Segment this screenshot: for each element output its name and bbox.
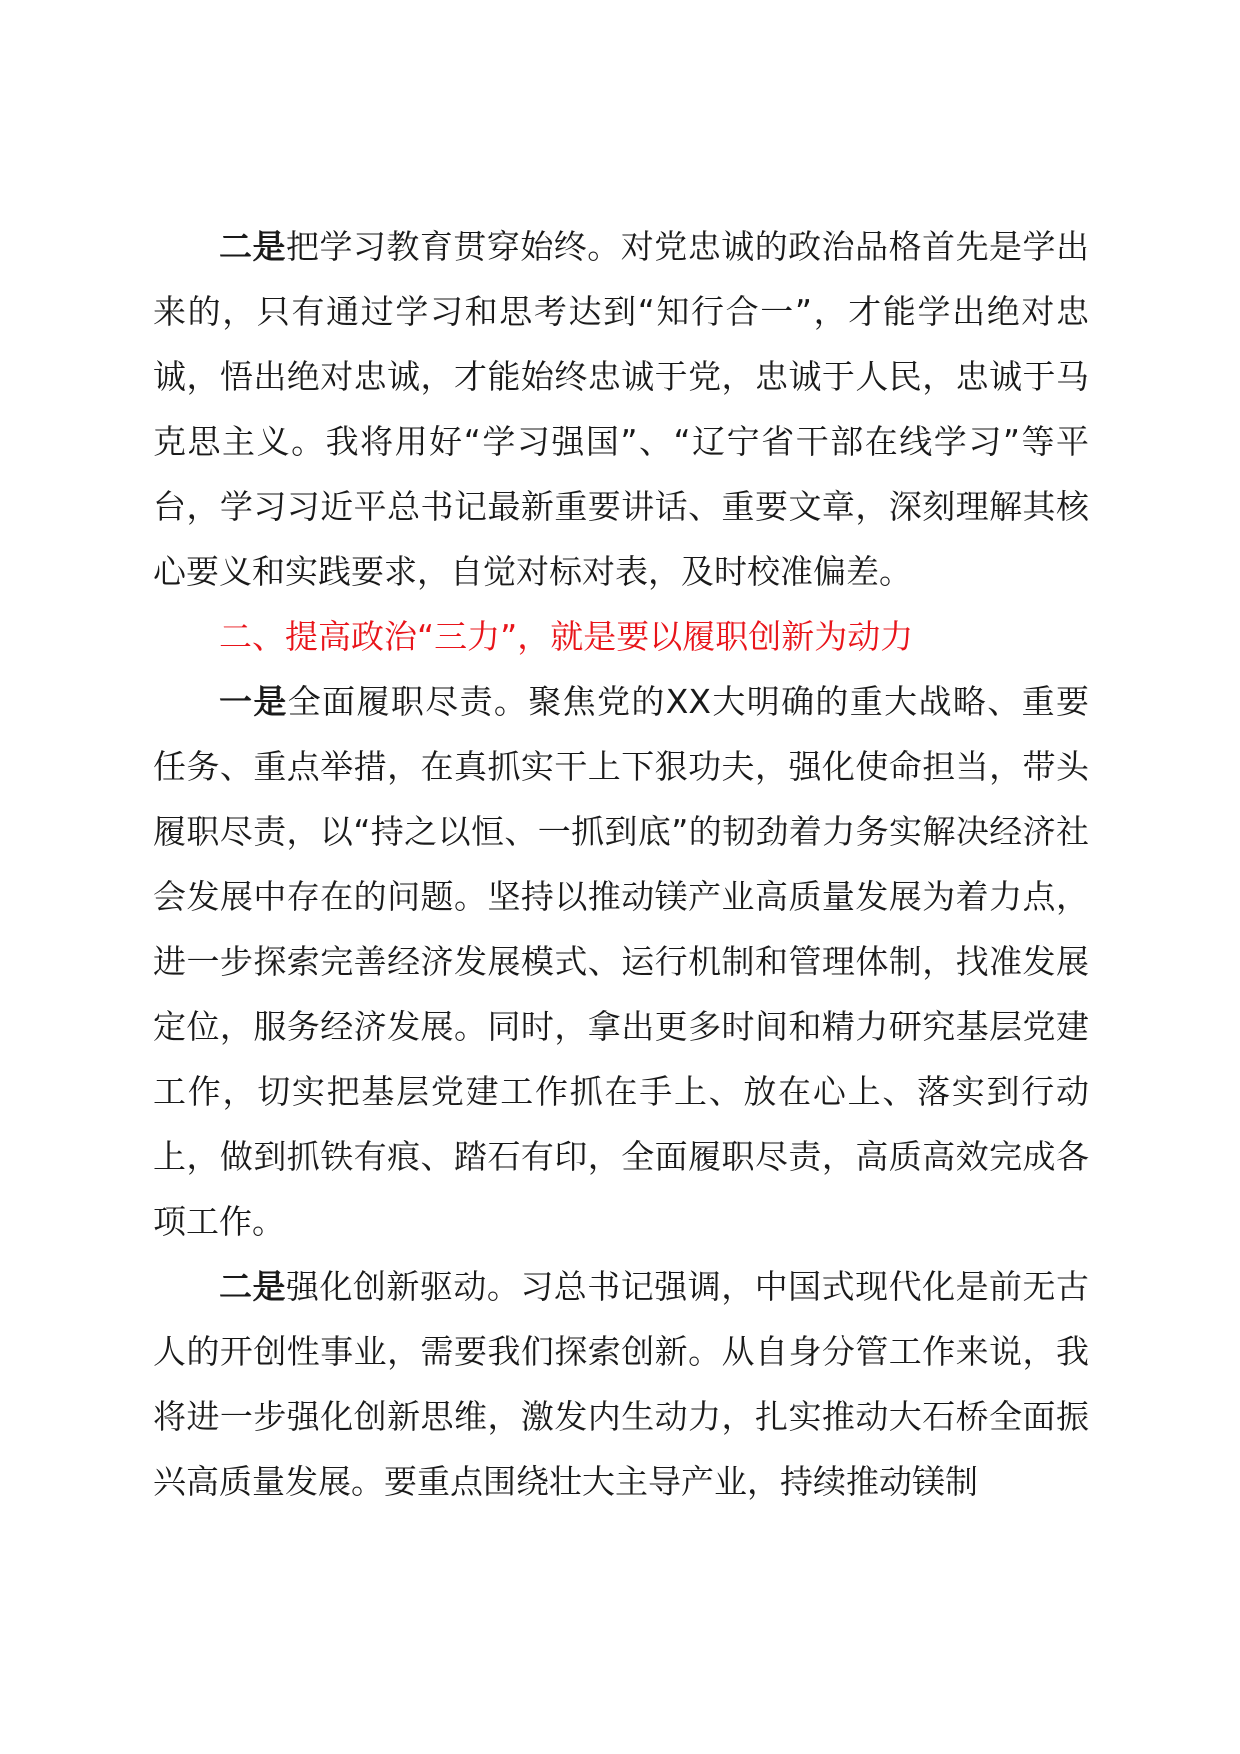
section-heading: 二、提高政治“三力”，就是要以履职创新为动力	[219, 617, 914, 656]
paragraph-lead: 一是	[219, 682, 288, 721]
paragraph-text: 全面履职尽责。聚焦党的XX大明确的重大战略、重要任务、重点举措，在真抓实干上下狠功夫，强化使命担当，带头履职尽责，以“持之以恒、一抓到底”的韧劲着力务实解决经济社会发展中存在的问题。坚持以推动镁产业高质量发展为着力点，进一步探索完善经济发展模式、运行机制和管理体制，找准发展定位，服务经济发展。同时，拿出更多时间和精力研究基层党建工作，切实把基层党建工作抓在手上、放在心上、落实到行动上，做到抓铁有痕、踏石有印，全面履职尽责，高质高效完成各项工作。	[153, 682, 1089, 1241]
paragraph-innovation-drive	[153, 1254, 1089, 1514]
paragraph-lead: 二是	[219, 227, 286, 266]
document-body	[153, 214, 1089, 1514]
paragraph-perform-duties	[153, 669, 1089, 1254]
paragraph-text: 强化创新驱动。习总书记强调，中国式现代化是前无古人的开创性事业，需要我们探索创新。从自身分管工作来说，我将进一步强化创新思维，激发内生动力，扎实推动大石桥全面振兴高质量发展。要重点围绕壮大主导产业，持续推动镁制	[153, 1267, 1090, 1501]
paragraph-learning-education	[153, 214, 1089, 604]
paragraph-lead: 二是	[219, 1267, 286, 1306]
paragraph-text: 把学习教育贯穿始终。对党忠诚的政治品格首先是学出来的，只有通过学习和思考达到“知行合一”，才能学出绝对忠诚，悟出绝对忠诚，才能始终忠诚于党，忠诚于人民，忠诚于马克思主义。我将用好“学习强国”、“辽宁省干部在线学习”等平台，学习习近平总书记最新重要讲话、重要文章，深刻理解其核心要义和实践要求，自觉对标对表，及时校准偏差。	[153, 227, 1090, 591]
